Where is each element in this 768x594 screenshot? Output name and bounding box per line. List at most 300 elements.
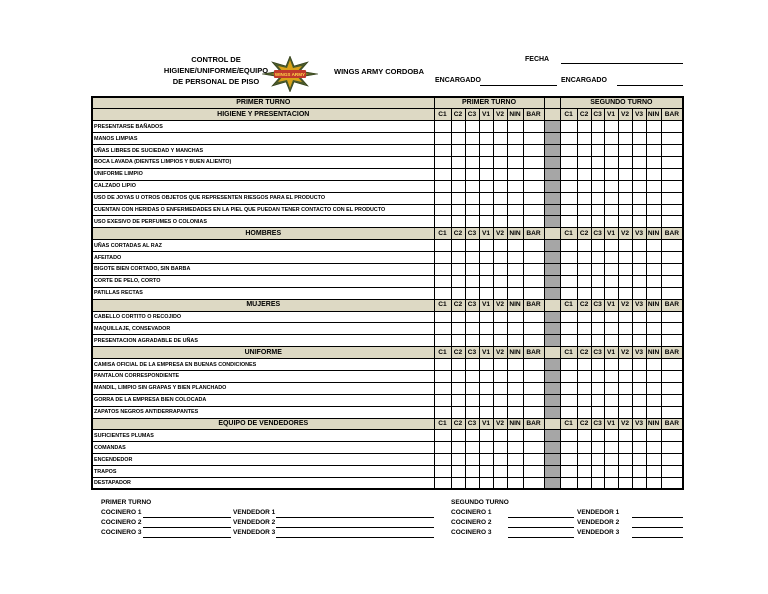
check-cell[interactable]	[523, 466, 544, 478]
check-cell[interactable]	[451, 406, 465, 418]
check-cell[interactable]	[618, 180, 632, 192]
check-cell[interactable]	[632, 156, 646, 168]
check-cell[interactable]	[451, 430, 465, 442]
check-cell[interactable]	[479, 406, 493, 418]
check-cell[interactable]	[618, 156, 632, 168]
check-cell[interactable]	[632, 216, 646, 228]
check-cell[interactable]	[661, 263, 683, 275]
check-cell[interactable]	[618, 311, 632, 323]
check-cell[interactable]	[507, 359, 523, 371]
check-cell[interactable]	[523, 145, 544, 157]
check-cell[interactable]	[479, 133, 493, 145]
check-cell[interactable]	[560, 240, 577, 252]
check-cell[interactable]	[632, 275, 646, 287]
check-cell[interactable]	[451, 180, 465, 192]
check-cell[interactable]	[560, 311, 577, 323]
check-cell[interactable]	[507, 311, 523, 323]
check-cell[interactable]	[577, 287, 591, 299]
check-cell[interactable]	[646, 180, 661, 192]
check-cell[interactable]	[434, 133, 451, 145]
check-cell[interactable]	[560, 275, 577, 287]
check-cell[interactable]	[632, 263, 646, 275]
check-cell[interactable]	[618, 382, 632, 394]
vendedor-3-field-2[interactable]	[632, 537, 683, 538]
check-cell[interactable]	[451, 323, 465, 335]
check-cell[interactable]	[577, 454, 591, 466]
check-cell[interactable]	[434, 287, 451, 299]
check-cell[interactable]	[507, 252, 523, 264]
check-cell[interactable]	[632, 406, 646, 418]
check-cell[interactable]	[507, 335, 523, 347]
check-cell[interactable]	[604, 323, 618, 335]
check-cell[interactable]	[661, 216, 683, 228]
check-cell[interactable]	[465, 121, 479, 133]
check-cell[interactable]	[604, 263, 618, 275]
check-cell[interactable]	[523, 311, 544, 323]
check-cell[interactable]	[661, 323, 683, 335]
check-cell[interactable]	[591, 180, 604, 192]
check-cell[interactable]	[434, 466, 451, 478]
check-cell[interactable]	[465, 240, 479, 252]
check-cell[interactable]	[560, 168, 577, 180]
check-cell[interactable]	[451, 156, 465, 168]
check-cell[interactable]	[507, 168, 523, 180]
check-cell[interactable]	[560, 466, 577, 478]
check-cell[interactable]	[560, 145, 577, 157]
check-cell[interactable]	[493, 335, 507, 347]
check-cell[interactable]	[591, 121, 604, 133]
check-cell[interactable]	[661, 454, 683, 466]
vendedor-2-field-2[interactable]	[632, 527, 683, 528]
check-cell[interactable]	[591, 287, 604, 299]
check-cell[interactable]	[577, 204, 591, 216]
check-cell[interactable]	[661, 382, 683, 394]
check-cell[interactable]	[577, 394, 591, 406]
check-cell[interactable]	[479, 204, 493, 216]
check-cell[interactable]	[479, 216, 493, 228]
check-cell[interactable]	[560, 133, 577, 145]
check-cell[interactable]	[661, 145, 683, 157]
check-cell[interactable]	[523, 168, 544, 180]
check-cell[interactable]	[523, 204, 544, 216]
check-cell[interactable]	[591, 370, 604, 382]
check-cell[interactable]	[523, 370, 544, 382]
check-cell[interactable]	[451, 263, 465, 275]
check-cell[interactable]	[434, 454, 451, 466]
check-cell[interactable]	[434, 156, 451, 168]
check-cell[interactable]	[577, 442, 591, 454]
check-cell[interactable]	[591, 311, 604, 323]
check-cell[interactable]	[479, 275, 493, 287]
check-cell[interactable]	[434, 406, 451, 418]
check-cell[interactable]	[451, 382, 465, 394]
check-cell[interactable]	[646, 370, 661, 382]
check-cell[interactable]	[577, 311, 591, 323]
check-cell[interactable]	[523, 406, 544, 418]
check-cell[interactable]	[465, 311, 479, 323]
check-cell[interactable]	[523, 287, 544, 299]
check-cell[interactable]	[591, 133, 604, 145]
check-cell[interactable]	[604, 156, 618, 168]
check-cell[interactable]	[632, 180, 646, 192]
check-cell[interactable]	[646, 478, 661, 490]
check-cell[interactable]	[507, 275, 523, 287]
check-cell[interactable]	[465, 180, 479, 192]
check-cell[interactable]	[479, 192, 493, 204]
check-cell[interactable]	[661, 240, 683, 252]
check-cell[interactable]	[618, 394, 632, 406]
check-cell[interactable]	[479, 394, 493, 406]
check-cell[interactable]	[604, 192, 618, 204]
check-cell[interactable]	[465, 323, 479, 335]
check-cell[interactable]	[451, 216, 465, 228]
check-cell[interactable]	[479, 180, 493, 192]
check-cell[interactable]	[507, 394, 523, 406]
check-cell[interactable]	[465, 454, 479, 466]
check-cell[interactable]	[632, 430, 646, 442]
check-cell[interactable]	[523, 335, 544, 347]
check-cell[interactable]	[632, 311, 646, 323]
check-cell[interactable]	[507, 133, 523, 145]
check-cell[interactable]	[560, 430, 577, 442]
check-cell[interactable]	[604, 478, 618, 490]
check-cell[interactable]	[451, 478, 465, 490]
check-cell[interactable]	[646, 168, 661, 180]
check-cell[interactable]	[577, 370, 591, 382]
check-cell[interactable]	[560, 382, 577, 394]
check-cell[interactable]	[465, 275, 479, 287]
check-cell[interactable]	[507, 192, 523, 204]
vendedor-1-field-2[interactable]	[632, 517, 683, 518]
check-cell[interactable]	[493, 382, 507, 394]
vendedor-2-field[interactable]	[276, 527, 434, 528]
check-cell[interactable]	[493, 204, 507, 216]
check-cell[interactable]	[618, 145, 632, 157]
check-cell[interactable]	[434, 240, 451, 252]
check-cell[interactable]	[604, 382, 618, 394]
check-cell[interactable]	[479, 454, 493, 466]
check-cell[interactable]	[465, 252, 479, 264]
check-cell[interactable]	[632, 382, 646, 394]
check-cell[interactable]	[451, 192, 465, 204]
check-cell[interactable]	[507, 323, 523, 335]
check-cell[interactable]	[632, 466, 646, 478]
vendedor-3-field[interactable]	[276, 537, 434, 538]
check-cell[interactable]	[434, 216, 451, 228]
check-cell[interactable]	[507, 145, 523, 157]
check-cell[interactable]	[493, 442, 507, 454]
check-cell[interactable]	[560, 454, 577, 466]
check-cell[interactable]	[618, 370, 632, 382]
check-cell[interactable]	[604, 466, 618, 478]
check-cell[interactable]	[577, 382, 591, 394]
check-cell[interactable]	[604, 216, 618, 228]
check-cell[interactable]	[434, 204, 451, 216]
check-cell[interactable]	[560, 478, 577, 490]
check-cell[interactable]	[493, 240, 507, 252]
check-cell[interactable]	[646, 359, 661, 371]
check-cell[interactable]	[560, 323, 577, 335]
encargado-field-2[interactable]	[617, 85, 683, 86]
check-cell[interactable]	[493, 359, 507, 371]
check-cell[interactable]	[591, 204, 604, 216]
check-cell[interactable]	[465, 287, 479, 299]
check-cell[interactable]	[479, 311, 493, 323]
check-cell[interactable]	[479, 168, 493, 180]
check-cell[interactable]	[646, 454, 661, 466]
check-cell[interactable]	[646, 287, 661, 299]
check-cell[interactable]	[618, 275, 632, 287]
check-cell[interactable]	[507, 478, 523, 490]
check-cell[interactable]	[646, 466, 661, 478]
check-cell[interactable]	[451, 145, 465, 157]
check-cell[interactable]	[523, 156, 544, 168]
check-cell[interactable]	[434, 359, 451, 371]
check-cell[interactable]	[479, 156, 493, 168]
check-cell[interactable]	[591, 192, 604, 204]
check-cell[interactable]	[434, 478, 451, 490]
check-cell[interactable]	[479, 252, 493, 264]
check-cell[interactable]	[465, 478, 479, 490]
check-cell[interactable]	[646, 240, 661, 252]
check-cell[interactable]	[632, 359, 646, 371]
check-cell[interactable]	[507, 442, 523, 454]
check-cell[interactable]	[604, 311, 618, 323]
check-cell[interactable]	[632, 442, 646, 454]
check-cell[interactable]	[632, 192, 646, 204]
check-cell[interactable]	[560, 180, 577, 192]
check-cell[interactable]	[618, 263, 632, 275]
check-cell[interactable]	[577, 240, 591, 252]
check-cell[interactable]	[604, 275, 618, 287]
check-cell[interactable]	[618, 478, 632, 490]
check-cell[interactable]	[604, 335, 618, 347]
check-cell[interactable]	[604, 180, 618, 192]
check-cell[interactable]	[434, 192, 451, 204]
check-cell[interactable]	[618, 240, 632, 252]
check-cell[interactable]	[451, 252, 465, 264]
check-cell[interactable]	[646, 275, 661, 287]
check-cell[interactable]	[604, 370, 618, 382]
check-cell[interactable]	[577, 145, 591, 157]
check-cell[interactable]	[646, 133, 661, 145]
check-cell[interactable]	[451, 454, 465, 466]
check-cell[interactable]	[523, 478, 544, 490]
check-cell[interactable]	[507, 382, 523, 394]
check-cell[interactable]	[661, 168, 683, 180]
cocinero-2-field-2[interactable]	[508, 527, 574, 528]
check-cell[interactable]	[434, 252, 451, 264]
cocinero-1-field-2[interactable]	[508, 517, 574, 518]
check-cell[interactable]	[451, 311, 465, 323]
check-cell[interactable]	[661, 287, 683, 299]
check-cell[interactable]	[646, 192, 661, 204]
check-cell[interactable]	[618, 168, 632, 180]
check-cell[interactable]	[661, 394, 683, 406]
check-cell[interactable]	[465, 335, 479, 347]
check-cell[interactable]	[451, 370, 465, 382]
check-cell[interactable]	[618, 335, 632, 347]
check-cell[interactable]	[523, 180, 544, 192]
check-cell[interactable]	[646, 252, 661, 264]
check-cell[interactable]	[434, 323, 451, 335]
check-cell[interactable]	[618, 252, 632, 264]
check-cell[interactable]	[479, 466, 493, 478]
check-cell[interactable]	[591, 323, 604, 335]
check-cell[interactable]	[604, 406, 618, 418]
check-cell[interactable]	[632, 478, 646, 490]
check-cell[interactable]	[591, 275, 604, 287]
check-cell[interactable]	[465, 168, 479, 180]
check-cell[interactable]	[632, 168, 646, 180]
check-cell[interactable]	[479, 478, 493, 490]
check-cell[interactable]	[493, 156, 507, 168]
check-cell[interactable]	[434, 121, 451, 133]
check-cell[interactable]	[632, 240, 646, 252]
check-cell[interactable]	[523, 359, 544, 371]
check-cell[interactable]	[646, 216, 661, 228]
check-cell[interactable]	[577, 192, 591, 204]
check-cell[interactable]	[646, 323, 661, 335]
check-cell[interactable]	[560, 394, 577, 406]
check-cell[interactable]	[577, 216, 591, 228]
check-cell[interactable]	[577, 252, 591, 264]
check-cell[interactable]	[577, 359, 591, 371]
cocinero-2-field[interactable]	[143, 527, 231, 528]
check-cell[interactable]	[479, 335, 493, 347]
check-cell[interactable]	[577, 156, 591, 168]
cocinero-3-field-2[interactable]	[508, 537, 574, 538]
check-cell[interactable]	[560, 335, 577, 347]
check-cell[interactable]	[465, 263, 479, 275]
check-cell[interactable]	[434, 335, 451, 347]
check-cell[interactable]	[523, 192, 544, 204]
check-cell[interactable]	[493, 370, 507, 382]
encargado-field-1[interactable]	[480, 85, 557, 86]
check-cell[interactable]	[507, 240, 523, 252]
check-cell[interactable]	[632, 145, 646, 157]
check-cell[interactable]	[493, 145, 507, 157]
check-cell[interactable]	[465, 156, 479, 168]
check-cell[interactable]	[507, 406, 523, 418]
check-cell[interactable]	[465, 145, 479, 157]
check-cell[interactable]	[523, 133, 544, 145]
check-cell[interactable]	[661, 204, 683, 216]
check-cell[interactable]	[493, 168, 507, 180]
check-cell[interactable]	[632, 204, 646, 216]
check-cell[interactable]	[632, 252, 646, 264]
check-cell[interactable]	[577, 121, 591, 133]
check-cell[interactable]	[523, 121, 544, 133]
check-cell[interactable]	[493, 287, 507, 299]
check-cell[interactable]	[632, 323, 646, 335]
check-cell[interactable]	[577, 323, 591, 335]
check-cell[interactable]	[523, 275, 544, 287]
check-cell[interactable]	[604, 133, 618, 145]
check-cell[interactable]	[434, 275, 451, 287]
check-cell[interactable]	[604, 145, 618, 157]
check-cell[interactable]	[507, 156, 523, 168]
check-cell[interactable]	[479, 121, 493, 133]
check-cell[interactable]	[591, 252, 604, 264]
check-cell[interactable]	[493, 323, 507, 335]
check-cell[interactable]	[523, 252, 544, 264]
check-cell[interactable]	[661, 370, 683, 382]
check-cell[interactable]	[493, 121, 507, 133]
check-cell[interactable]	[661, 466, 683, 478]
check-cell[interactable]	[434, 145, 451, 157]
check-cell[interactable]	[661, 359, 683, 371]
check-cell[interactable]	[618, 454, 632, 466]
check-cell[interactable]	[434, 263, 451, 275]
check-cell[interactable]	[632, 287, 646, 299]
check-cell[interactable]	[618, 287, 632, 299]
check-cell[interactable]	[618, 406, 632, 418]
check-cell[interactable]	[493, 252, 507, 264]
check-cell[interactable]	[646, 156, 661, 168]
check-cell[interactable]	[451, 394, 465, 406]
check-cell[interactable]	[523, 394, 544, 406]
check-cell[interactable]	[451, 335, 465, 347]
check-cell[interactable]	[604, 287, 618, 299]
check-cell[interactable]	[646, 406, 661, 418]
check-cell[interactable]	[632, 121, 646, 133]
check-cell[interactable]	[434, 370, 451, 382]
check-cell[interactable]	[604, 168, 618, 180]
check-cell[interactable]	[451, 275, 465, 287]
check-cell[interactable]	[661, 121, 683, 133]
check-cell[interactable]	[591, 406, 604, 418]
check-cell[interactable]	[493, 180, 507, 192]
check-cell[interactable]	[465, 204, 479, 216]
check-cell[interactable]	[493, 478, 507, 490]
check-cell[interactable]	[465, 216, 479, 228]
check-cell[interactable]	[618, 466, 632, 478]
check-cell[interactable]	[451, 240, 465, 252]
check-cell[interactable]	[465, 430, 479, 442]
check-cell[interactable]	[523, 430, 544, 442]
check-cell[interactable]	[577, 263, 591, 275]
check-cell[interactable]	[591, 454, 604, 466]
check-cell[interactable]	[661, 133, 683, 145]
check-cell[interactable]	[661, 252, 683, 264]
check-cell[interactable]	[560, 192, 577, 204]
vendedor-1-field[interactable]	[276, 517, 434, 518]
check-cell[interactable]	[493, 466, 507, 478]
check-cell[interactable]	[604, 121, 618, 133]
check-cell[interactable]	[451, 204, 465, 216]
check-cell[interactable]	[591, 359, 604, 371]
check-cell[interactable]	[479, 370, 493, 382]
check-cell[interactable]	[493, 192, 507, 204]
check-cell[interactable]	[618, 359, 632, 371]
check-cell[interactable]	[661, 180, 683, 192]
check-cell[interactable]	[507, 216, 523, 228]
check-cell[interactable]	[577, 168, 591, 180]
check-cell[interactable]	[560, 204, 577, 216]
check-cell[interactable]	[523, 442, 544, 454]
check-cell[interactable]	[493, 216, 507, 228]
check-cell[interactable]	[451, 133, 465, 145]
check-cell[interactable]	[493, 406, 507, 418]
check-cell[interactable]	[523, 216, 544, 228]
check-cell[interactable]	[646, 145, 661, 157]
check-cell[interactable]	[560, 121, 577, 133]
check-cell[interactable]	[618, 204, 632, 216]
check-cell[interactable]	[618, 192, 632, 204]
check-cell[interactable]	[465, 133, 479, 145]
cocinero-3-field[interactable]	[143, 537, 231, 538]
